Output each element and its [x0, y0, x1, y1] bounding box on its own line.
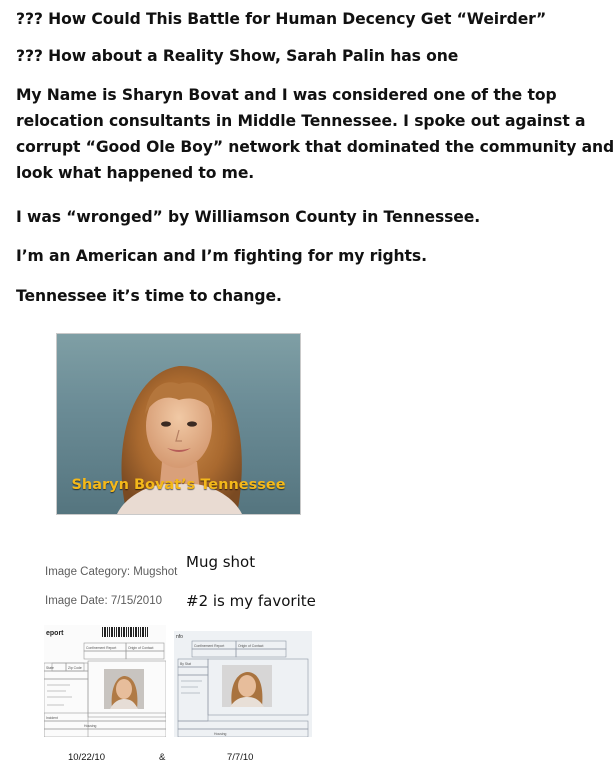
form-label-text: Confinement Report: [86, 646, 117, 650]
date-second: 7/7/10: [227, 752, 254, 763]
headline-1: ??? How Could This Battle for Human Decency Get “Weirder”: [16, 10, 547, 28]
report-form-drawing: [44, 625, 166, 737]
statement-change: Tennessee it’s time to change.: [16, 287, 282, 305]
mugshot-photo: [57, 334, 300, 514]
form-label-text: Origin of Contact: [238, 644, 264, 648]
intro-line: corrupt “Good Ole Boy” network that dominated the community and: [16, 138, 614, 156]
headline-2: ??? How about a Reality Show, Sarah Palin has one: [16, 47, 459, 65]
booking-report-thumbnail-2: [174, 631, 312, 737]
report-header-text: nfo: [176, 634, 183, 640]
form-label-text: Zip Code: [68, 666, 82, 670]
form-label-text: Incident: [46, 716, 58, 720]
form-label-text: Housing: [214, 732, 227, 736]
statement-rights: I’m an American and I’m fighting for my rights.: [16, 247, 427, 265]
report-header-text: eport: [46, 630, 64, 637]
booking-report-thumbnail-1: [44, 625, 166, 737]
date-ampersand: &: [159, 752, 166, 763]
mug-shot-note: Mug shot: [186, 553, 256, 571]
intro-line: relocation consultants in Middle Tennessee. I spoke out against a: [16, 112, 586, 130]
date-first: 10/22/10: [68, 752, 105, 763]
intro-line: My Name is Sharyn Bovat and I was considered one of the top: [16, 86, 557, 104]
form-label-text: State: [46, 666, 54, 670]
image-category-label: Image Category: Mugshot: [45, 566, 178, 578]
form-label-text: Confinement Report: [194, 644, 225, 648]
intro-line: look what happened to me.: [16, 164, 255, 182]
report-form-drawing: [174, 631, 312, 737]
intro-paragraph: [16, 82, 614, 186]
photo-caption: Sharyn Bovat’s Tennessee: [71, 477, 286, 493]
form-label-text: Origin of Contact: [128, 646, 154, 650]
favorite-note: #2 is my favorite: [186, 592, 316, 610]
form-label-text: Housing: [84, 724, 97, 728]
statement-wronged: I was “wronged” by Williamson County in Tennessee.: [16, 208, 481, 226]
form-label-text: By Stat: [180, 662, 191, 666]
image-date-label: Image Date: 7/15/2010: [45, 595, 162, 607]
